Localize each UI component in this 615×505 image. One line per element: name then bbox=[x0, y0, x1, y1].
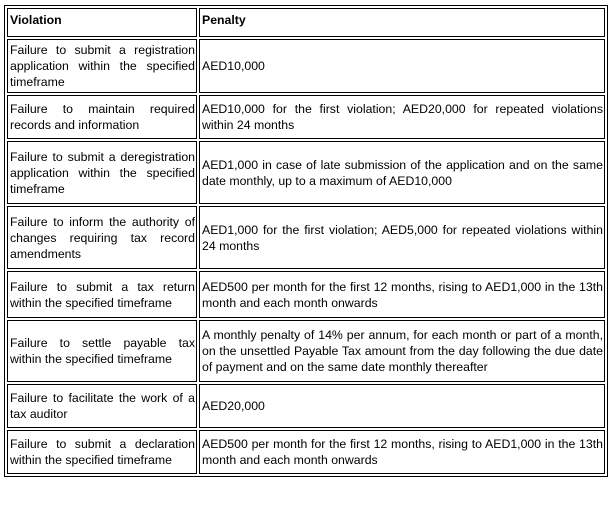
violation-cell: Failure to settle payable tax within the specified timeframe bbox=[7, 320, 197, 382]
penalty-cell: AED20,000 bbox=[199, 384, 605, 428]
penalty-cell: AED500 per month for the first 12 months, rising to AED1,000 in the 13th month and each month onwards bbox=[199, 271, 605, 318]
violation-cell: Failure to inform the authority of changes requiring tax record amendments bbox=[7, 206, 197, 269]
table-row bbox=[7, 39, 605, 93]
violation-cell: Failure to submit a deregistration application within the specified timeframe bbox=[7, 141, 197, 204]
violation-cell: Failure to submit a tax return within the specified timeframe bbox=[7, 271, 197, 318]
penalty-cell: AED10,000 for the first violation; AED20,000 for repeated violations within 24 months bbox=[199, 95, 605, 139]
table-row bbox=[7, 384, 605, 428]
violation-cell: Failure to maintain required records and information bbox=[7, 95, 197, 139]
penalty-cell: AED500 per month for the first 12 months, rising to AED1,000 in the 13th month and each month onwards bbox=[199, 430, 605, 474]
penalty-cell: AED1,000 in case of late submission of the application and on the same date monthly, up to a maximum of AED10,000 bbox=[199, 141, 605, 204]
table-row bbox=[7, 206, 605, 269]
violation-cell: Failure to facilitate the work of a tax auditor bbox=[7, 384, 197, 428]
table-row bbox=[7, 320, 605, 382]
table-header-row bbox=[7, 8, 605, 37]
table-row bbox=[7, 430, 605, 474]
penalty-table bbox=[4, 5, 608, 477]
table-row bbox=[7, 95, 605, 139]
penalty-cell: A monthly penalty of 14% per annum, for each month or part of a month, on the unsettled Payable Tax amount from the day following the due date of payment and on the same date monthly thereafter bbox=[199, 320, 605, 382]
violation-cell: Failure to submit a declaration within the specified timeframe bbox=[7, 430, 197, 474]
header-penalty: Penalty bbox=[199, 8, 605, 37]
penalty-table-container bbox=[4, 5, 608, 477]
table-row bbox=[7, 141, 605, 204]
header-violation: Violation bbox=[7, 8, 197, 37]
penalty-cell: AED10,000 bbox=[199, 39, 605, 93]
penalty-cell: AED1,000 for the first violation; AED5,000 for repeated violations within 24 months bbox=[199, 206, 605, 269]
violation-cell: Failure to submit a registration application within the specified timeframe bbox=[7, 39, 197, 93]
table-row bbox=[7, 271, 605, 318]
